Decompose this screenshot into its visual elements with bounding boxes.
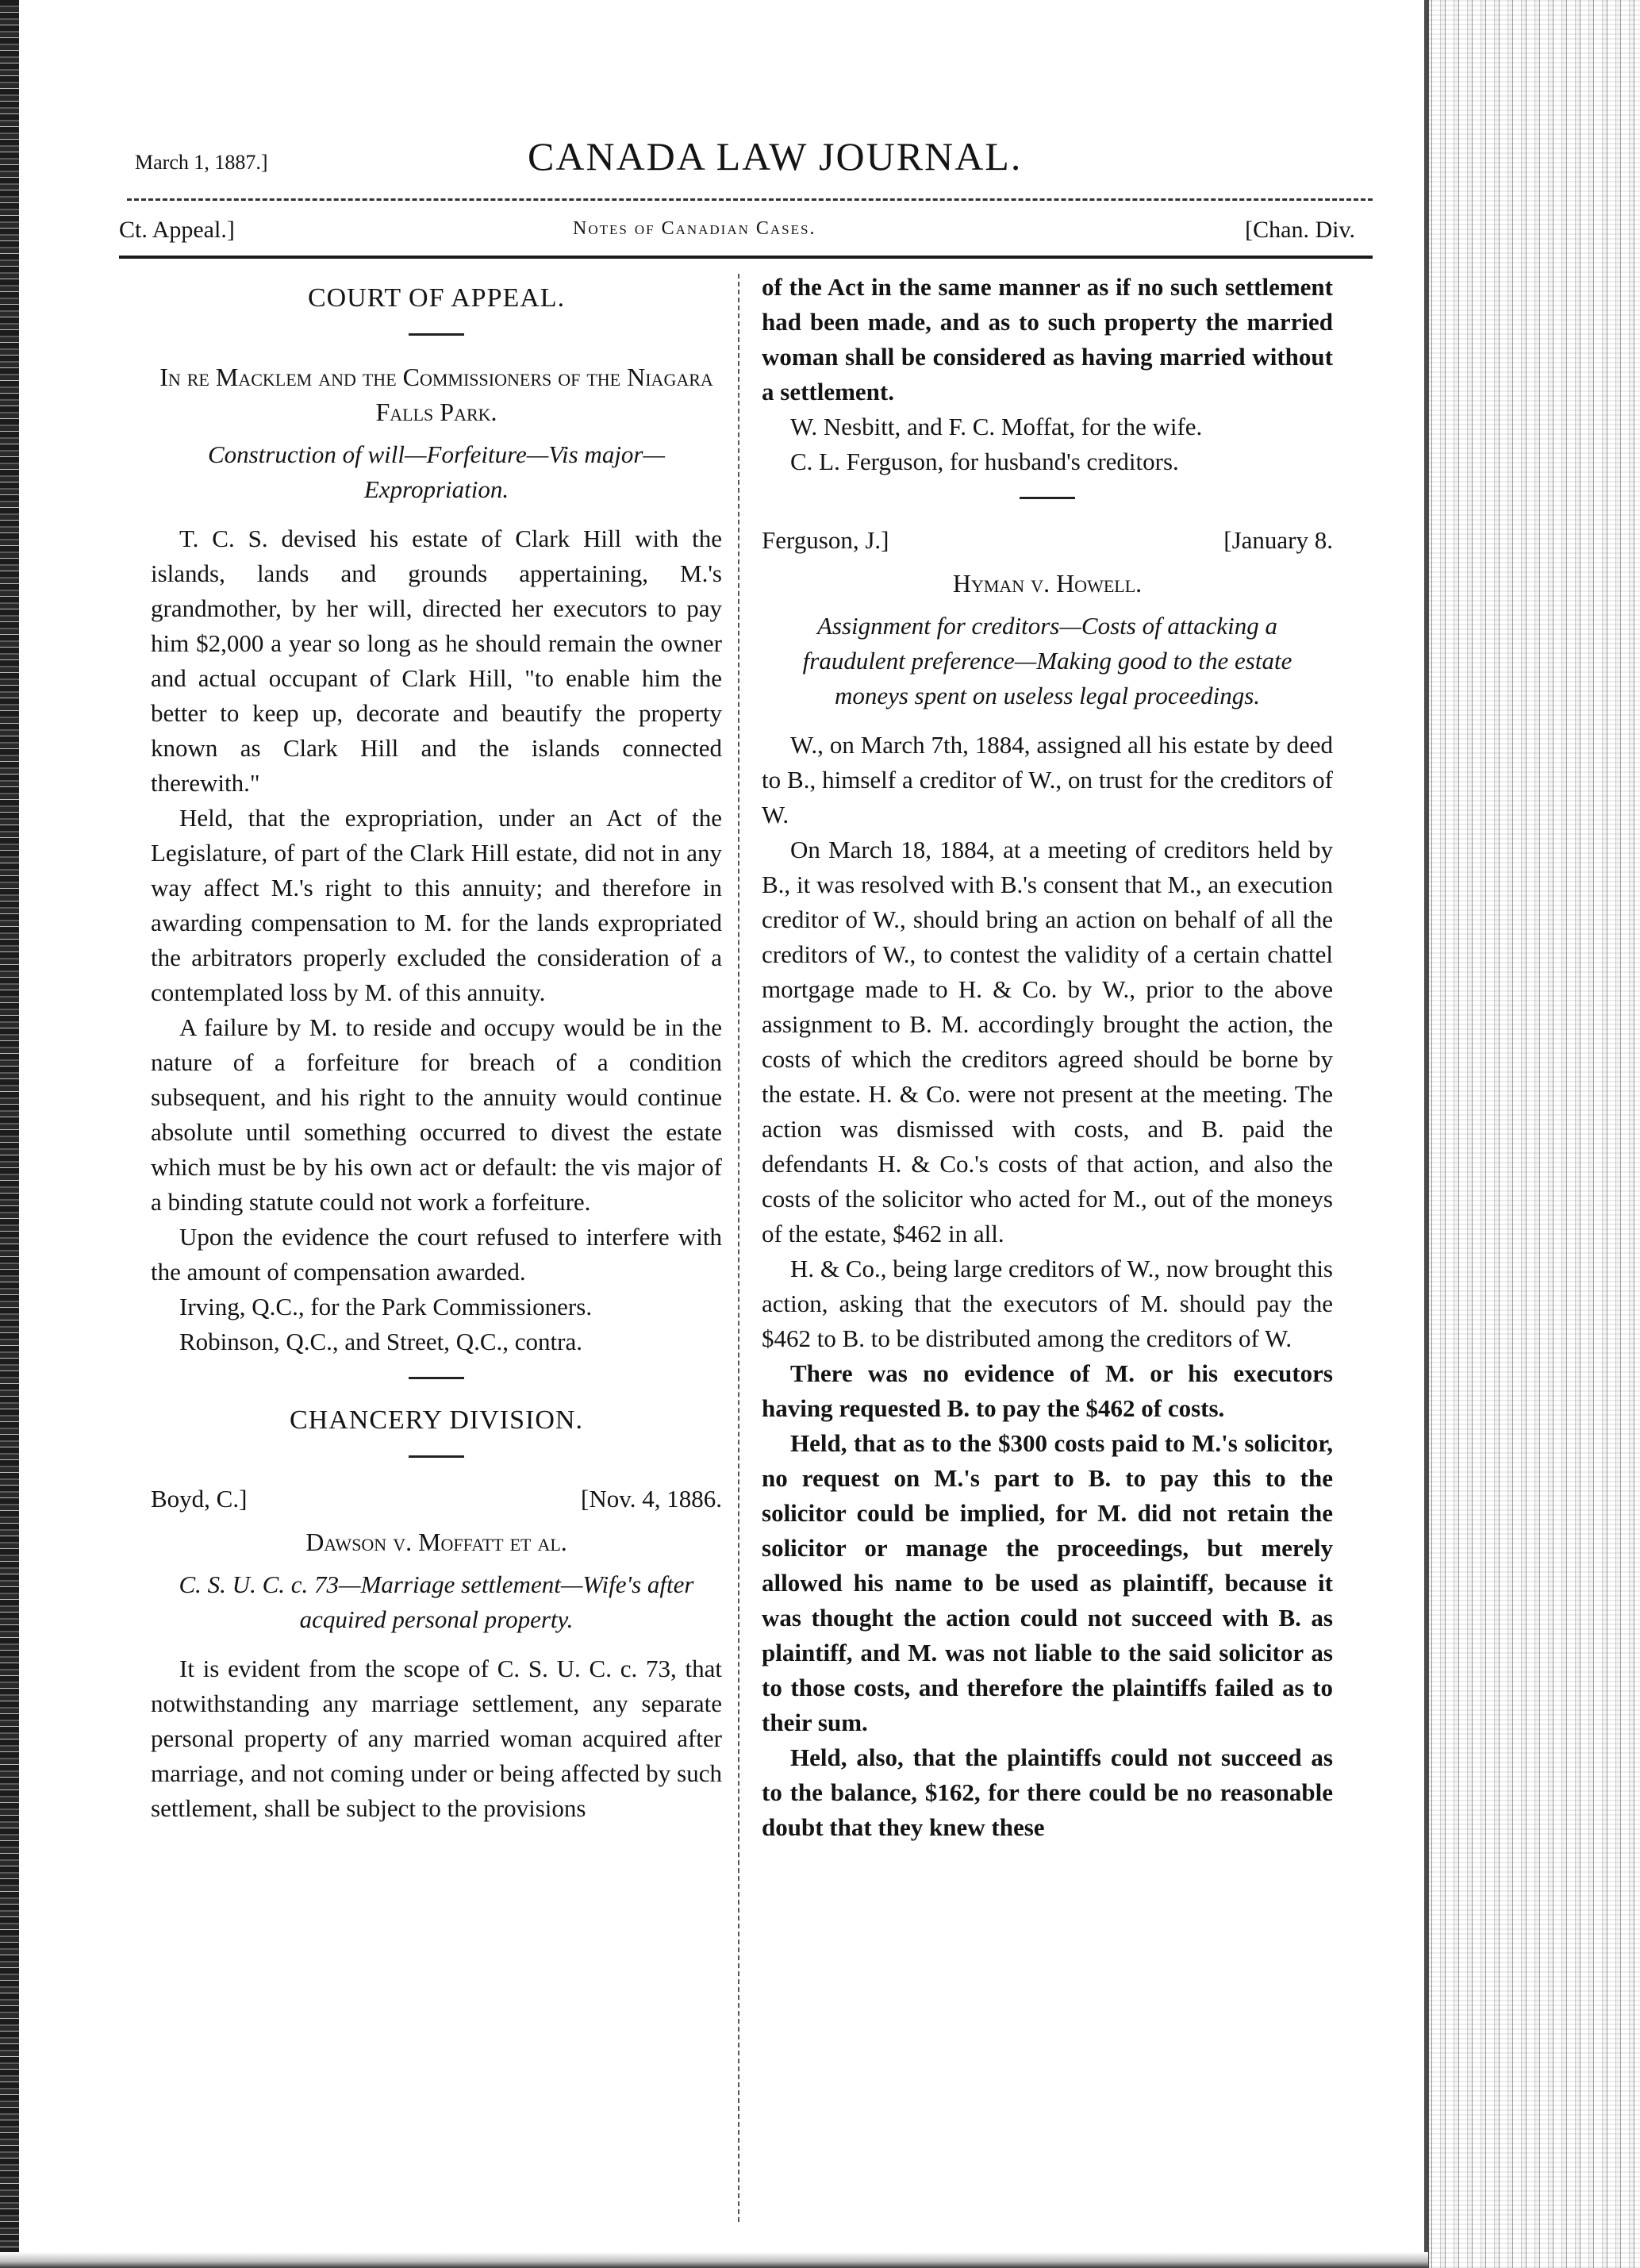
short-rule <box>1020 497 1075 499</box>
section-head-center: Notes of Canadian Cases. <box>573 218 816 239</box>
paragraph: Held, that the expropriation, under an Act of the Legislature, of part of the Clark Hill estate, did not in any way affect M.'s right to this annuity; and therefore in awarding compensation to M. for the lands expropriated the arbitrators properly excluded the consideration of a contemplated loss by M. of this annuity. <box>151 804 722 1006</box>
catchwords-macklem: Construction of will—Forfeiture—Vis major—Expropriation. <box>207 440 666 503</box>
case-title-macklem: In re Macklem and the Commissioners of the Niagara Falls Park. <box>159 363 713 426</box>
running-head <box>135 133 1373 197</box>
catchwords-dawson: C. S. U. C. c. 73—Marriage settlement—Wife's after acquired personal property. <box>179 1570 694 1633</box>
paragraph: Held, also, that the plaintiffs could not succeed as to the balance, $162, for there could be no reasonable doubt that they knew these <box>762 1743 1333 1841</box>
judge-name: Boyd, C.] <box>151 1485 248 1513</box>
issue-date: March 1, 1887.] <box>135 151 268 174</box>
paragraph: W., on March 7th, 1884, assigned all his estate by deed to B., himself a creditor of W., on trust for the creditors of W. <box>762 731 1333 828</box>
catchwords-hyman: Assignment for creditors—Costs of attacking a fraudulent preference—Making good to the estate moneys spent on useless legal proceedings. <box>802 612 1292 709</box>
scan-right-margin <box>1424 0 1640 2268</box>
counsel-line: Irving, Q.C., for the Park Commissioners. <box>179 1293 593 1320</box>
column-divider <box>738 274 739 2222</box>
left-column <box>151 270 722 1826</box>
paragraph: Held, that as to the $300 costs paid to M.'s solicitor, no request on M.'s part to B. to pay this to the solicitor could be implied, for M. did not retain the solicitor or manage the proceedings, but merely allowed his name to be used as plaintiff, because it was thought the action could not succeed with B. as plaintiff, and M. was not liable to the said solicitor as to those costs, and therefore the plaintiffs failed as to their sum. <box>762 1429 1333 1736</box>
journal-title: CANADA LAW JOURNAL. <box>528 134 1023 179</box>
paragraph: There was no evidence of M. or his executors having requested B. to pay the $462 of costs. <box>762 1359 1333 1422</box>
counsel-line: Robinson, Q.C., and Street, Q.C., contra. <box>179 1328 583 1355</box>
spacer <box>151 1637 722 1651</box>
scan-right-edge-line <box>1424 0 1429 2268</box>
chancery-division-heading: CHANCERY DIVISION. <box>290 1405 583 1435</box>
case-title-dawson: Dawson v. Moffatt et al. <box>305 1528 567 1556</box>
judgment-date: [Nov. 4, 1886. <box>581 1485 722 1513</box>
spacer <box>151 507 722 521</box>
judge-line-boyd <box>151 1482 722 1516</box>
judge-name: Ferguson, J.] <box>762 526 889 554</box>
header-dashed-rule <box>127 198 1373 203</box>
paragraph: It is evident from the scope of C. S. U. C. c. 73, that notwithstanding any marriage settlement, any separate personal property of any married woman acquired after marriage, and not coming under or being affected by such settlement, shall be subject to the provisions <box>151 1655 722 1822</box>
paragraph: A failure by M. to reside and occupy would be in the nature of a forfeiture for breach of a condition subsequent, and his right to the annuity would continue absolute until something occurred to divest the estate which must be by his own act or default: the vis major of a binding statute could not work a forfeiture. <box>151 1013 722 1216</box>
short-rule <box>409 1377 464 1379</box>
short-rule <box>409 1455 464 1458</box>
paragraph-continued: of the Act in the same manner as if no such settlement had been made, and as to such property the married woman shall be considered as having married without a settlement. <box>762 273 1333 406</box>
paragraph: T. C. S. devised his estate of Clark Hill with the islands, lands and grounds appertaining, M.'s grandmother, by her will, directed her executors to pay him $2,000 a year so long as he should remain the owner and actual occupant of Clark Hill, "to enable him the better to keep up, decorate and beautify the property known as Clark Hill and the islands connected therewith." <box>151 525 722 797</box>
paragraph: Upon the evidence the court refused to interfere with the amount of compensation awarded. <box>151 1223 722 1286</box>
scan-left-edge <box>0 0 19 2268</box>
short-rule <box>409 333 464 336</box>
section-head-left: Ct. Appeal.] <box>119 217 235 243</box>
spacer <box>762 713 1333 728</box>
section-head <box>119 210 1373 250</box>
right-column <box>762 270 1333 1845</box>
counsel-line: W. Nesbitt, and F. C. Moffat, for the wife. <box>790 413 1203 440</box>
journal-page <box>103 119 1373 2222</box>
paragraph: H. & Co., being large creditors of W., now brought this action, asking that the executors of M. should pay the $462 to B. to be distributed among the creditors of W. <box>762 1255 1333 1352</box>
case-title-hyman: Hyman v. Howell. <box>952 569 1143 598</box>
judgment-date: [January 8. <box>1223 526 1333 554</box>
counsel-line: C. L. Ferguson, for husband's creditors. <box>790 448 1179 475</box>
header-solid-rule <box>119 256 1373 259</box>
court-of-appeal-heading: COURT OF APPEAL. <box>307 283 566 313</box>
section-head-right: [Chan. Div. <box>1245 217 1355 243</box>
scan-bottom-edge <box>0 2252 1428 2268</box>
judge-line-ferguson <box>762 523 1333 558</box>
paragraph: On March 18, 1884, at a meeting of creditors held by B., it was resolved with B.'s consent that M., an execution creditor of W., should bring an action on behalf of all the creditors of W., to contest the validity of a certain chattel mortgage made to H. & Co. by W., prior to the above assignment to B. M. accordingly brought the action, the costs of which the creditors agreed should be borne by the estate. H. & Co. were not present at the meeting. The action was dismissed with costs, and B. paid the defendants H. & Co.'s costs of that action, and also the costs of the solicitor who acted for M., out of the moneys of the estate, $462 in all. <box>762 836 1333 1247</box>
